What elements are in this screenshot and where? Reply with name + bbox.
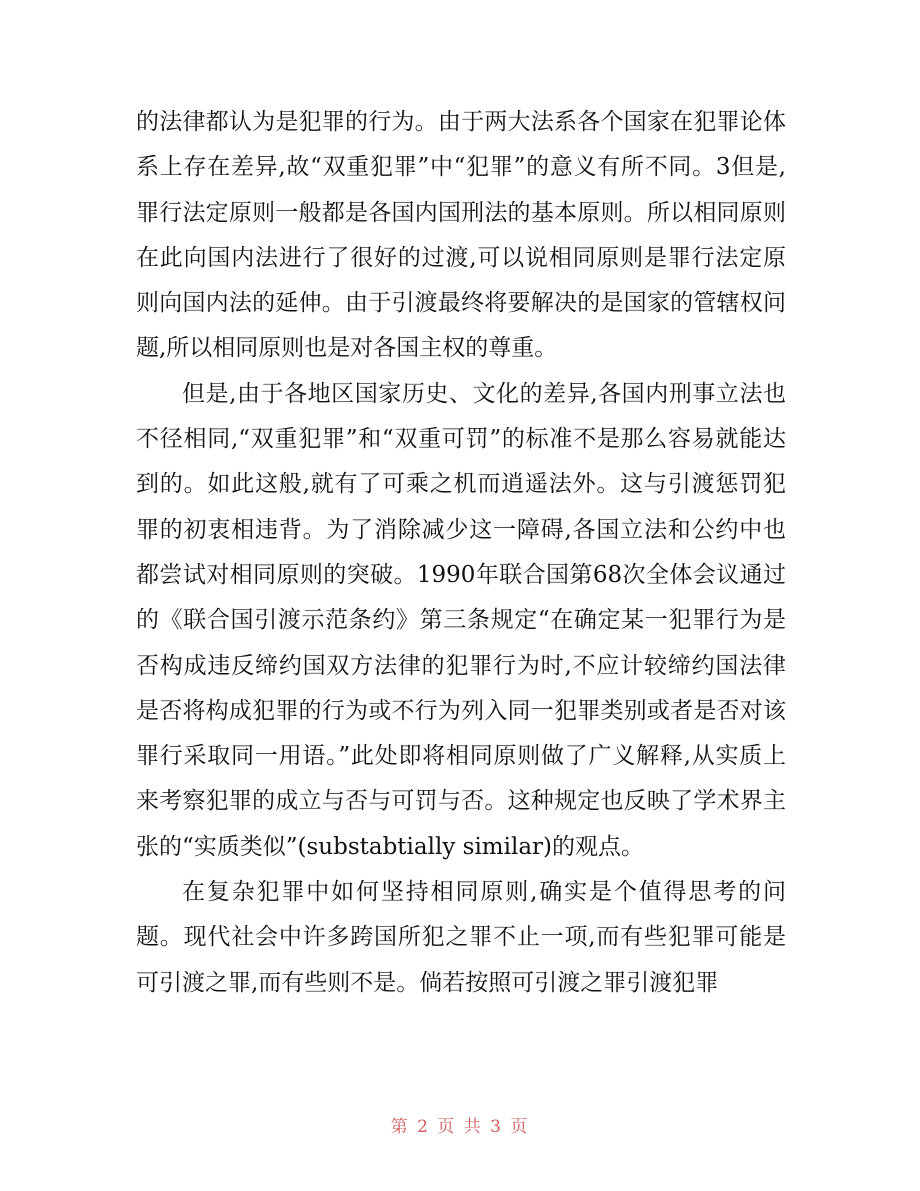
paragraph-2: 但是,由于各地区国家历史、文化的差异,各国内刑事立法也不径相同,“双重犯罪”和“双重可罚”的标准不是那么容易就能达到的。如此这般,就有了可乘之机而逍遥法外。这与引渡惩罚犯罪的初衷相违背。为了消除减少这一障碍,各国立法和公约中也都尝试对相同原则的突破。1990年联合国第68次全体会议通过的《联合国引渡示范条约》第三条规定“在确定某一犯罪行为是否构成违反缔约国双方法律的犯罪行为时,不应计较缔约国法律是否将构成犯罪的行为或不行为列入同一犯罪类别或者是否对该罪行采取同一用语。”此处即将相同原则做了广义解释,从实质上来考察犯罪的成立与否与可罚与否。这种规定也反映了学术界主张的“实质类似”(substabtially similar)的观点。 <box>136 380 786 860</box>
page-number-footer: 第 2 页 共 3 页 <box>390 1117 530 1137</box>
document-body <box>136 100 786 1006</box>
paragraph-1: 的法律都认为是犯罪的行为。由于两大法系各个国家在犯罪论体系上存在差异,故“双重犯罪”中“犯罪”的意义有所不同。3但是,罪行法定原则一般都是各国内国刑法的基本原则。所以相同原则在此向国内法进行了很好的过渡,可以说相同原则是罪行法定原则向国内法的延伸。由于引渡最终将要解决的是国家的管辖权问题,所以相同原则也是对各国主权的尊重。 <box>136 109 786 362</box>
paragraph-3: 在复杂犯罪中如何坚持相同原则,确实是个值得思考的问题。现代社会中许多跨国所犯之罪不止一项,而有些犯罪可能是可引渡之罪,而有些则不是。倘若按照可引渡之罪引渡犯罪 <box>136 879 786 996</box>
